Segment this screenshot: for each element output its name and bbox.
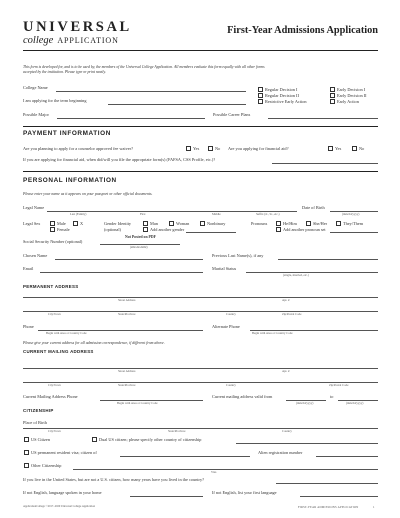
fee-waiver-no-checkbox[interactable]: [208, 146, 213, 151]
ssn-caption: (###-##-####): [130, 245, 148, 249]
birth-country-caption: Country: [282, 429, 292, 433]
marital-status-field[interactable]: [246, 272, 378, 273]
restrictive-early-action-checkbox[interactable]: [258, 99, 263, 104]
nonbinary-label: Nonbinary: [207, 221, 226, 226]
woman-checkbox[interactable]: [169, 221, 174, 226]
mailing-city-caption: City/Town: [48, 383, 61, 387]
permanent-street-field[interactable]: [23, 297, 378, 298]
permanent-address-heading: PERMANENT ADDRESS: [23, 284, 79, 289]
term-label: I am applying for the term beginning: [23, 98, 87, 103]
male-checkbox[interactable]: [50, 221, 55, 226]
logo-line1: UNIVERSAL: [23, 19, 132, 35]
previous-last-name-label: Previous Last Name(s), if any: [212, 253, 264, 258]
mailing-apt-caption: Apt. #: [282, 369, 290, 373]
other-citizenship-checkbox[interactable]: [24, 463, 29, 468]
marital-status-label: Marital Status: [212, 266, 237, 271]
logo-application: APPLICATION: [57, 36, 119, 45]
early-decision-2-checkbox[interactable]: [330, 93, 335, 98]
ssn-not-posted: Not Posted on PDF: [125, 235, 156, 239]
restrictive-early-action-label: Restrictive Early Action: [265, 99, 307, 104]
logo: [23, 20, 132, 46]
regular-decision-2-label: Regular Decision II: [265, 93, 299, 98]
early-action-label: Early Action: [337, 99, 359, 104]
another-gender-label: Add another gender: [150, 227, 185, 232]
regular-decision-2-checkbox[interactable]: [258, 93, 263, 98]
home-language-label: If not English, language spoken in your home: [23, 490, 102, 495]
man-checkbox[interactable]: [143, 221, 148, 226]
permanent-zip-caption: Zip/Postal Code: [282, 312, 302, 316]
financial-aid-no-label: No: [359, 146, 365, 151]
years-in-us-field[interactable]: [276, 483, 378, 484]
possible-major-label: Possible Major: [23, 112, 49, 117]
they-them-checkbox[interactable]: [336, 221, 341, 226]
alien-number-field[interactable]: [316, 456, 378, 457]
man-label: Man: [150, 221, 158, 226]
permanent-resident-checkbox[interactable]: [24, 450, 29, 455]
mailing-phone-label: Current Mailing Address Phone: [23, 394, 78, 399]
legal-name-label: Legal Name: [23, 205, 45, 210]
us-citizen-checkbox[interactable]: [24, 437, 29, 442]
career-plans-field[interactable]: [268, 118, 378, 119]
payment-heading: PAYMENT INFORMATION: [23, 130, 111, 137]
career-plans-label: Possible Career Plans: [213, 112, 251, 117]
dual-citizen-label: Dual US citizen; please specify other country of citizenship: [99, 437, 202, 442]
alternate-phone-caption: Begin with Area or Country Code: [252, 331, 293, 335]
she-her-checkbox[interactable]: [306, 221, 311, 226]
gender-optional-label: (optional): [104, 227, 121, 232]
early-action-checkbox[interactable]: [330, 99, 335, 104]
filing-date-question: If you are applying for financial aid, when did/will you file the appropriate form(s) (FAFSA, CSS Profile, etc.)?: [23, 157, 216, 162]
filing-date-field[interactable]: [272, 163, 378, 164]
place-of-birth-label: Place of Birth: [23, 420, 47, 425]
valid-to-label: to: [330, 394, 334, 399]
another-gender-checkbox[interactable]: [143, 227, 148, 232]
college-name-label: College Name: [23, 85, 48, 90]
footer-left: ApplicationCollege ©2017–2020 Universal College Application: [23, 505, 96, 508]
intro-line2: accepted by the institution. Please type or print neatly.: [23, 70, 106, 74]
intro-line1: This form is developed for, and is to be used by, the members of the Universal College Application. All members evaluate this form equally with all other forms: [23, 65, 265, 69]
gender-identity-label: Gender Identity: [104, 221, 132, 226]
legal-sex-label: Legal Sex: [23, 221, 41, 226]
female-label: Female: [57, 227, 70, 232]
logo-college: college: [23, 35, 54, 46]
they-them-label: They/Them: [343, 221, 364, 226]
personal-heading: PERSONAL INFORMATION: [23, 177, 117, 184]
mailing-address-heading: CURRENT MAILING ADDRESS: [23, 349, 94, 354]
she-her-label: She/Her: [313, 221, 328, 226]
dob-caption: (mm/dd/yyyy): [342, 212, 360, 216]
previous-last-name-field[interactable]: [278, 259, 378, 260]
fee-waiver-yes-checkbox[interactable]: [186, 146, 191, 151]
valid-from-caption: (mm/dd/yyyy): [296, 401, 314, 405]
possible-major-field[interactable]: [57, 118, 205, 119]
permanent-state-caption: State/Province: [118, 312, 136, 316]
header-rule: [23, 50, 378, 51]
x-label: X: [80, 221, 84, 226]
regular-decision-1-label: Regular Decision I: [265, 87, 298, 92]
resident-country-field[interactable]: [120, 456, 250, 457]
permanent-apt-caption: Apt. #: [282, 298, 290, 302]
first-name-caption: First: [140, 212, 146, 216]
dual-country-field[interactable]: [236, 443, 378, 444]
mailing-zip-caption: Zip/Postal Code: [329, 383, 349, 387]
financial-aid-no-checkbox[interactable]: [352, 146, 357, 151]
male-label: Male: [57, 221, 66, 226]
female-checkbox[interactable]: [50, 227, 55, 232]
payment-rule: [23, 126, 378, 127]
mailing-state-caption: State/Province: [118, 383, 136, 387]
alternate-phone-label: Alternate Phone: [212, 324, 240, 329]
another-pronoun-field[interactable]: [330, 232, 378, 233]
mailing-city-field[interactable]: [23, 382, 378, 383]
another-gender-field[interactable]: [186, 232, 236, 233]
mailing-street-caption: Street Address: [118, 369, 136, 373]
first-language-label: If not English, list your first language: [212, 490, 277, 495]
alien-number-label: Alien registration number: [258, 450, 303, 455]
personal-rule: [23, 171, 378, 172]
fee-waiver-yes-label: Yes: [193, 146, 200, 151]
financial-aid-yes-label: Yes: [335, 146, 342, 151]
mailing-phone-caption: Begin with Area or Country Code: [117, 401, 158, 405]
woman-label: Woman: [176, 221, 190, 226]
pronouns-label: Pronouns: [251, 221, 268, 226]
email-field[interactable]: [40, 272, 203, 273]
chosen-name-label: Chosen Name: [23, 253, 48, 258]
visa-caption: Visa: [211, 470, 217, 474]
fee-waiver-question: Are you planning to apply for a counselor approved fee waiver?: [23, 146, 134, 151]
personal-note: Please enter your name as it appears on your passport or other official documents.: [23, 192, 153, 196]
he-him-checkbox[interactable]: [276, 221, 281, 226]
early-decision-1-label: Early Decision I: [337, 87, 366, 92]
home-language-field[interactable]: [130, 496, 203, 497]
us-citizen-label: US Citizen: [31, 437, 50, 442]
footer-right: FIRST-YEAR ADMISSIONS APPLICATION: [298, 505, 359, 509]
ssn-label: Social Security Number (optional): [23, 239, 83, 244]
financial-aid-yes-checkbox[interactable]: [328, 146, 333, 151]
citizenship-heading: CITIZENSHIP: [23, 408, 54, 413]
fee-waiver-no-label: No: [215, 146, 221, 151]
middle-name-caption: Middle: [212, 212, 221, 216]
financial-aid-question: Are you applying for financial aid?: [228, 146, 289, 151]
chosen-name-field[interactable]: [55, 259, 203, 260]
phone-caption: Begin with Area or Country Code: [46, 331, 87, 335]
valid-to-caption: (mm/dd/yyyy): [346, 401, 364, 405]
years-in-us-label: If you live in the United States, but are not a U.S. citizen, how many years have you lived in the country?: [23, 477, 205, 482]
permanent-street-caption: Street Address: [118, 298, 136, 302]
another-pronoun-checkbox[interactable]: [276, 227, 281, 232]
birth-state-caption: State/Province: [168, 429, 186, 433]
valid-from-label: Current mailing address valid from: [212, 394, 273, 399]
other-citizenship-field[interactable]: [73, 469, 378, 470]
permanent-city-field[interactable]: [23, 311, 378, 312]
suffix-caption: Suffix (Jr., Sr., etc.): [256, 212, 280, 216]
nonbinary-checkbox[interactable]: [200, 221, 205, 226]
email-label: Email: [23, 266, 34, 271]
phone-label: Phone: [23, 324, 34, 329]
x-checkbox[interactable]: [73, 221, 78, 226]
first-language-field[interactable]: [300, 496, 378, 497]
place-of-birth-field[interactable]: [23, 428, 378, 429]
birth-city-caption: City/Town: [48, 429, 61, 433]
other-citizenship-label: Other Citizenship: [31, 463, 62, 468]
mailing-note: Please give your current address for all admission correspondence, if different from above.: [23, 341, 165, 345]
mailing-street-field[interactable]: [23, 368, 378, 369]
permanent-city-caption: City/Town: [48, 312, 61, 316]
regular-decision-1-checkbox[interactable]: [258, 87, 263, 92]
he-him-label: He/Him: [283, 221, 297, 226]
early-decision-2-label: Early Decision II: [337, 93, 367, 98]
page-number: 1: [373, 505, 375, 509]
dual-citizen-checkbox[interactable]: [92, 437, 97, 442]
marital-status-caption: (single, married, etc.): [283, 273, 309, 277]
mailing-country-caption: Country: [226, 383, 236, 387]
last-name-caption: Last (Family): [70, 212, 87, 216]
page-title: First-Year Admissions Application: [227, 25, 378, 36]
permanent-resident-label: US permanent resident visa; citizen of: [31, 450, 97, 455]
dob-label: Date of Birth: [302, 205, 325, 210]
term-field[interactable]: [108, 104, 246, 105]
permanent-country-caption: Country: [226, 312, 236, 316]
another-pronoun-label: Add another pronoun set: [283, 227, 326, 232]
early-decision-1-checkbox[interactable]: [330, 87, 335, 92]
college-name-field[interactable]: [56, 91, 246, 92]
